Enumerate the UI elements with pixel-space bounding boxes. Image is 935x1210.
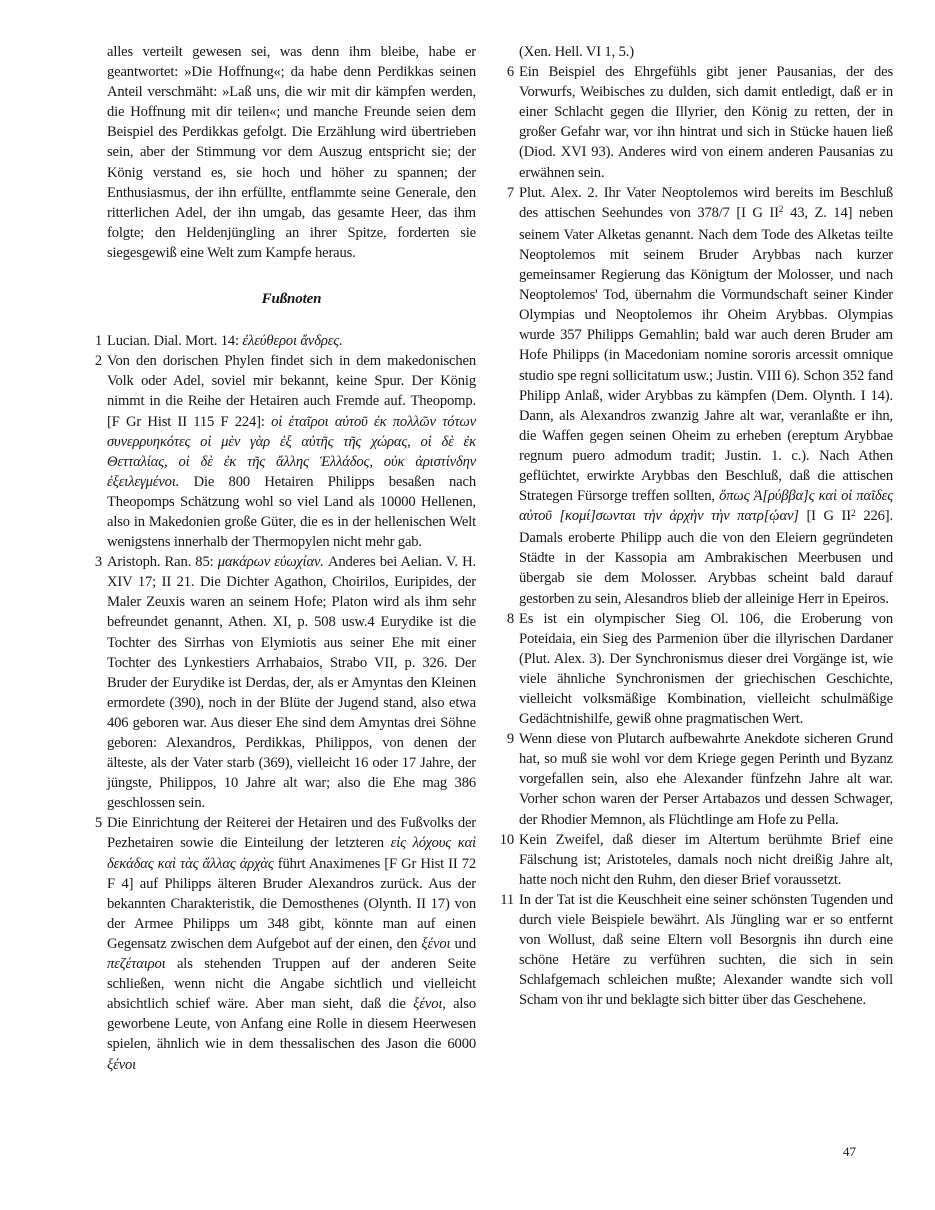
greek-or-emphasis-segment: μακάρων εὐωχίαν. [217,554,324,571]
footnote-text [107,815,476,1072]
footnote-text [519,64,893,180]
text-segment: Die Einrichtung der Reiterei der Hetairen und des Fußvolks der Pezhetairen sowie die Einteilung der letzteren [107,815,476,852]
text-segment: als stehenden Truppen auf der anderen Seite schließen, wenn nicht die Angabe sichtlich und vielleicht absichtlich schief wäre. Aber man sieht, daß die [107,956,476,1013]
text-segment: Plut. Alex. 2. Ihr Vater Neoptolemos wird bereits im Beschluß des attischen Seehundes von 378/7 [I G II [519,184,893,221]
intro-paragraph: alles verteilt gewesen sei, was denn ihm bleibe, habe er geantwortet: »Die Hoffnung«; da habe denn Perdikkas seinen Anteil verschmäht: »Laß uns, die wir mit dir kämpfen werden, die Hoffnung mit dir teilen«; und manche Freunde seien dem Beispiel des Perdikkas gefolgt. Die Erzählung wird übertrieben sein, aber der Stimmung vor dem Auszug entspricht sie; der König verstand es, sie hoch und höher zu spannen; der Enthusiasmus, der ihn erfüllte, entflammte seine Generale, den ritterlichen Adel, der ihn umgab, das gesamte Heer, das ihm folgte; den Heldenjüngling an ihrer Spitze, forderten sie siegesgewiß eine Welt zum Kampfe heraus. [107,44,476,261]
footnote-number: 1 [94,333,102,350]
text-segment: Kein Zweifel, daß dieser im Altertum berühmte Brief eine Fälschung ist; Aristoteles, damals noch nicht dreißig Jahre alt, hatte noch nicht den Ruhm, den dieser Brief voraussetzt. [519,831,893,888]
footnote-text [107,333,343,349]
text-segment: Die 800 Hetairen Philipps besaßen nach Theopomps Schätzung wohl so viel Land als 10000 Hellenen, also in Makedonien große Güter, die es in der hellenischen Welt wenigstens innerhalb der Thermopylen nicht mehr gab. [107,473,476,551]
text-segment: Von den dorischen Phylen findet sich in dem makedonischen Volk oder Adel, soviel mir bekannt, keine Spur. Der König nimmt in die Reihe der Hetairen auch Fremde auf. Theopomp. [F Gr Hist II 115 F 224]: [107,353,476,430]
text-segment: und [450,935,476,952]
footnote-number: 10 [499,831,514,848]
text-segment: also geworbene Leute, von Anfang eine Rolle in diesem Heerwesen spielen, ähnlich wie in dem thessalischen des Jason die 6000 [107,996,476,1053]
footnote-2 [94,351,476,552]
text-segment: In der Tat ist die Keuschheit eine seiner schönsten Tugenden und durch viele Beispiele bewährt. Als Jüngling war er so entfernt von Wollust, daß seine Eltern voll Besorgnis ihn durch eine schöne Hetäre zu verführen suchten, die sich in sein Schlafgemach schleichen mußte; Alexander wandte sich voll Scham von ihr und beklagte sich bitter über das Geschehene. [519,891,893,1009]
footnote-7 [506,183,893,609]
right-column [499,42,893,1011]
text-segment: führt Anaximenes [F Gr Hist II 72 F 4] auf Philipps älteren Bruder Alexandros zurück. Aus der bekannten Charakteristik, die Demosthenes (Olynth. II 17) von der Armee Philipps um 348 gibt, könnte man auf einen Gegensatz zwischen dem Aufgebot auf der einen, den [107,855,477,952]
greek-or-emphasis-segment: ξένοι, [413,996,446,1013]
greek-or-emphasis-segment: εἰς λόχους καὶ δεκάδας καὶ τὰς ἄλλας ἀρχὰς [107,835,476,872]
footnote-text [519,832,893,888]
text-segment: Anderes bei Aelian. V. H. XIV 17; II 21. Die Dichter Agathon, Choirilos, Euripides, der Maler Zeuxis waren an seinem Hofe; Platon wird als ihm sehr befreundet genannt, Athen. XI, p. 508 usw.4 Eurydike ist die Tochter des Sirrhas von Elymiotis aus seiner Ehe mit einer Tochter des Lynkestiers Arrhabaios, Strabo VII, p. 326. Der Bruder der Eurydike ist Derdas, der, als er Amyntas den Kleinen ermordete (390), noch in der Blüte der Jugend stand, also etwa 406 geboren war. Aus dieser Ehe sind dem Amyntas drei Söhne geboren: Alexandros, Perdikkas, Philippos, von denen der älteste, als der Vater starb (369), vielleicht 16 oder 17 Jahre, der jüngste, Philippos, 10 Jahre alt war; also die Ehe mag 386 geschlossen sein. [107,554,476,812]
greek-or-emphasis-segment: ξένοι [421,935,451,952]
footnote-11 [500,890,893,1011]
text-segment: Es ist ein olympischer Sieg Ol. 106, die Eroberung von Poteidaia, ein Sieg des Parmenion über die illyrischen Dardaner (Plut. Alex. 3). Der Synchronismus dieser drei Vorgänge ist, wie viele ähnliche Synchronismen der griechischen Geschichte, vielleicht volksmäßige Kombination, vielleicht schulmäßige Gedächtnishilfe, gewiß ohne pragmatischen Wert. [519,610,893,728]
footnote-9 [506,729,893,829]
footnote-text [519,892,893,1008]
footnote-5 [94,813,477,1074]
text-segment: Lucian. Dial. Mort. 14: [107,333,243,350]
text-segment: [I G II [798,508,851,525]
footnote-text [519,185,893,607]
footnote-1 [94,331,476,351]
greek-or-emphasis-segment: ἐλεύθεροι ἄνδρες. [242,333,343,350]
greek-or-emphasis-segment: οἱ ἑταῖροι αὐτοῦ ἐκ πολλῶν τότων συνερρυηκότες οἱ μὲν γὰρ ἐξ αὐτῆς τῆς χώρας, οἱ δὲ ἐκ Θετταλίας, οἱ δὲ ἐκ τῆς ἄλλης Ἑλλάδος, οὐκ ἀριστίνδην ἐξειλεγμένοι. [107,413,476,490]
right-footnote-list [499,62,893,1010]
text-segment: 43, Z. 14] neben seinem Vater Alketas genannt. Nach dem Tode des Alketas teilte Neoptolemos mit seinem Bruder Arybbas nach kurzer gemeinsamer Regierung das Königtum der Molosser, und nach Neoptolemos' Tod, übernahm die Vormundschaft seiner Kinder Olympias und Neoptolemos ihr Oheim Arybbas. Olympias wurde 357 Philipps Gemahlin; bald war auch deren Bruder am Hofe Philipps (in Macedoniam nomine sororis arcessit omnique studio spe regni sollicitatum usw.; Justin. VIII 6). Schon 352 fand Philipp Anlaß, wider Arybbas zu kämpfen (Dem. Olynth. I 14). Dann, als Alexandros zwanzig Jahre alt war, veranlaßte er ihn, die Waffen gegen seinen Oheim zu erheben (ereptum Arybbae regnum puero admodum tradit; Justin. 1. c.). Nach Athen geflüchtet, erwirkte Arybbas den Beschluß, daß die attischen Strategen Fürsorge treffen sollten, [519,204,893,505]
footnote-number: 3 [94,554,102,571]
footnote-text [519,731,893,827]
footnote-text [107,353,476,550]
text-segment: Aristoph. Ran. 85: [107,554,218,571]
greek-or-emphasis-segment: ξένοι [107,1056,137,1073]
text-segment: 226]. Damals eroberte Philipp auch die von den Eleiern gegründeten Städte in der Kassopia am Ambrakischen Meerbusen und übergab sie dem Molosser. Arybbas scheint bald darauf gestorben zu sein, Alesandros blieb der alleinige Herr in Epeiros. [519,508,893,607]
footnote-number: 7 [506,184,514,201]
footnote-text [519,611,893,727]
greek-or-emphasis-segment: ὅπως Ἀ[ρύββα]ς καὶ οἱ παῖδες αὐτοῦ [κομί]σωνται τὴν ἀρχὴν τὴν πατρ[ῴαν] [519,488,893,525]
superscript-segment: 2 [778,205,784,216]
text-segment: Ein Beispiel des Ehrgefühls gibt jener Pausanias, der des Vorwurfs, Weibisches zu dulden, sich damit entledigt, daß er in einer Schlacht gegen die Illyrier, den König zu retten, der in großer Gefahr war, vor ihn hintrat und sich in Stücke hauen ließ (Diod. XVI 93). Anderes wird von einem anderen Pausanias zu erwähnen sein. [519,64,893,181]
footnote-number: 6 [506,64,514,81]
footnote-number: 9 [506,731,514,748]
footnote-number: 11 [500,891,514,908]
left-footnote-list [94,331,477,1074]
greek-or-emphasis-segment: πεζέταιροι [107,956,166,973]
footnote-number: 5 [94,815,102,832]
footnote-8 [506,609,893,730]
text-segment: Wenn diese von Plutarch aufbewahrte Anekdote sicheren Grund hat, so muß sie wohl vor dem Kriege gegen Perinth und Byzanz vorgefallen sein, also ehe Alexander fünfzehn Jahre alt war. Vorher schon waren der Perser Artabazos und dessen Schwager, der Rhodier Memnon, als Flüchtlinge am Hofe zu Pella. [519,731,893,828]
left-column [94,42,477,1075]
footnote-number: 8 [506,610,514,627]
page-number: 47 [843,1144,856,1159]
superscript-segment: 2 [850,508,856,519]
footnote-text [107,554,476,811]
footnote-continuation: (Xen. Hell. VI 1, 5.) [519,44,634,60]
footnote-6 [506,62,893,183]
footnote-number: 2 [94,353,102,370]
footnote-10 [499,830,893,890]
footnote-3 [94,552,476,813]
footnotes-heading: Fußnoten [261,291,322,308]
